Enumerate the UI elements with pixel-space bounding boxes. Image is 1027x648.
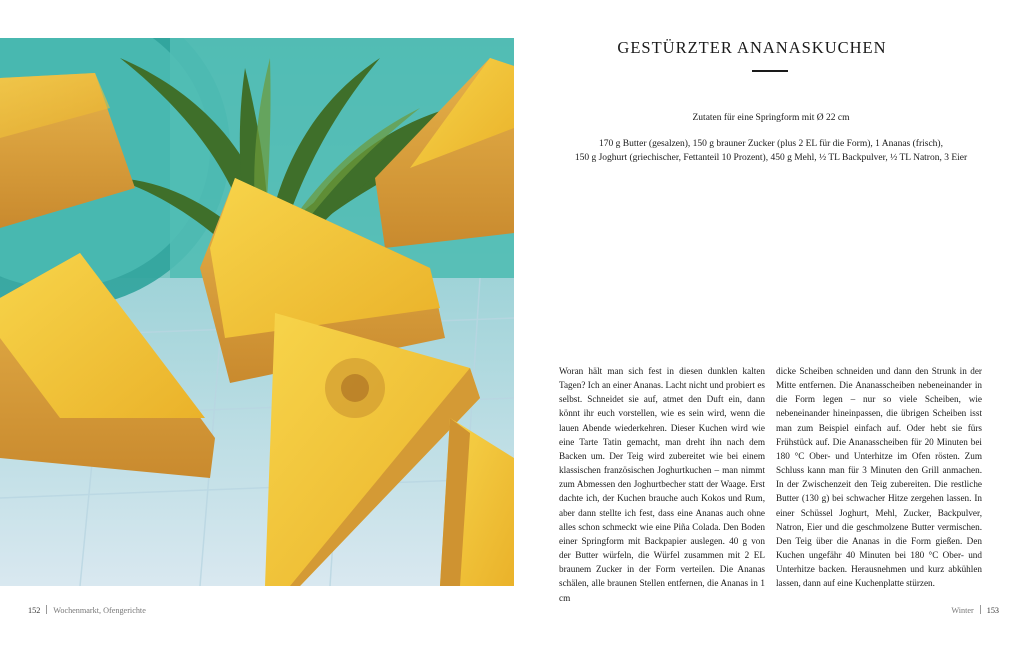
right-page-number: 153: [986, 606, 999, 615]
cake-photo: [0, 38, 514, 586]
ingredients-line-2: 150 g Joghurt (griechischer, Fettanteil 10 Prozent), 450 g Mehl, ½ TL Backpulver, ½ TL Natron, 3 Eier: [574, 153, 968, 163]
left-page-number: 152: [28, 606, 41, 615]
footer-divider: [46, 605, 47, 614]
ingredients-heading: Zutaten für eine Springform mit Ø 22 cm: [692, 113, 850, 123]
footer-divider: [980, 605, 981, 614]
recipe-title: GESTÜRZTER ANANASKUCHEN: [617, 38, 887, 57]
title-underline: [752, 70, 788, 72]
left-page-section: Wochenmarkt, Ofengerichte: [53, 606, 146, 615]
right-page-section: Winter: [951, 606, 974, 615]
pineapple-cake-illustration: [0, 38, 514, 586]
right-page-footer: [951, 605, 999, 615]
left-page-footer: [28, 605, 146, 615]
body-column-right: dicke Scheiben schneiden und dann den Strunk in der Mitte entfernen. Die Ananasscheiben nebeneinander in die Form legen – nur so viele Scheiben, wie nebeneinander hineinpassen, die übrigen Scheiben isst man zum Beispiel einfach auf. Oder hebt sie fürs Frühstück auf. Die Ananasscheiben für 20 Minuten bei 180 °C Ober- und Unterhitze im Ofen rösten. Zum Schluss kann man für 3 Minuten den Grill anmachen. In der Zwischenzeit den Teig zubereiten. Die restliche Butter (130 g) bei schwacher Hitze zergehen lassen. In einer Schüssel Joghurt, Mehl, Zucker, Backpulver, Natron, Eier und die geschmolzene Butter vermischen. Den Teig über die Ananas in die Form gießen. Den Kuchen ungefähr 40 Minuten bei 180 °C Ober- und Unterhitze backen. Herausnehmen und kurz abkühlen lassen, dann auf eine Kuchenplatte stürzen.: [776, 366, 982, 589]
ingredients-line-1: 170 g Butter (gesalzen), 150 g brauner Zucker (plus 2 EL für die Form), 1 Ananas (frisch),: [599, 139, 943, 149]
ingredients-list: [560, 137, 982, 165]
body-column-left: Woran hält man sich fest in diesen dunklen kalten Tagen? Ich an einer Ananas. Lacht nicht und probiert es selbst. Schneidet sie auf, atmet den Duft ein, dann könnt ihr euch vorstellen, wie es sein wird, wenn die lauen Abende wiederkehren. Dieser Kuchen wird wie eine Tarte Tatin gemacht, man dreht ihn nach dem Backen um. Der Teig wird zubereitet wie bei einem klassischen französischen Joghurtkuchen – man nimmt zum Abmessen den Joghurtbecher statt der Waage. Erst dachte ich, der Kuchen brauche auch Kokos und Rum, aber dann stellte ich fest, dass eine Ananas auch ohne alles schon schmeckt wie eine Piña Colada. Den Boden einer Springform mit Backpapier auslegen. 40 g von der Butter würfeln, die Würfel zusammen mit 2 EL braunem Zucker in der Form verteilen. Die Ananas schälen, alle braunen Stellen entfernen, die Ananas in 1 cm: [559, 366, 765, 603]
